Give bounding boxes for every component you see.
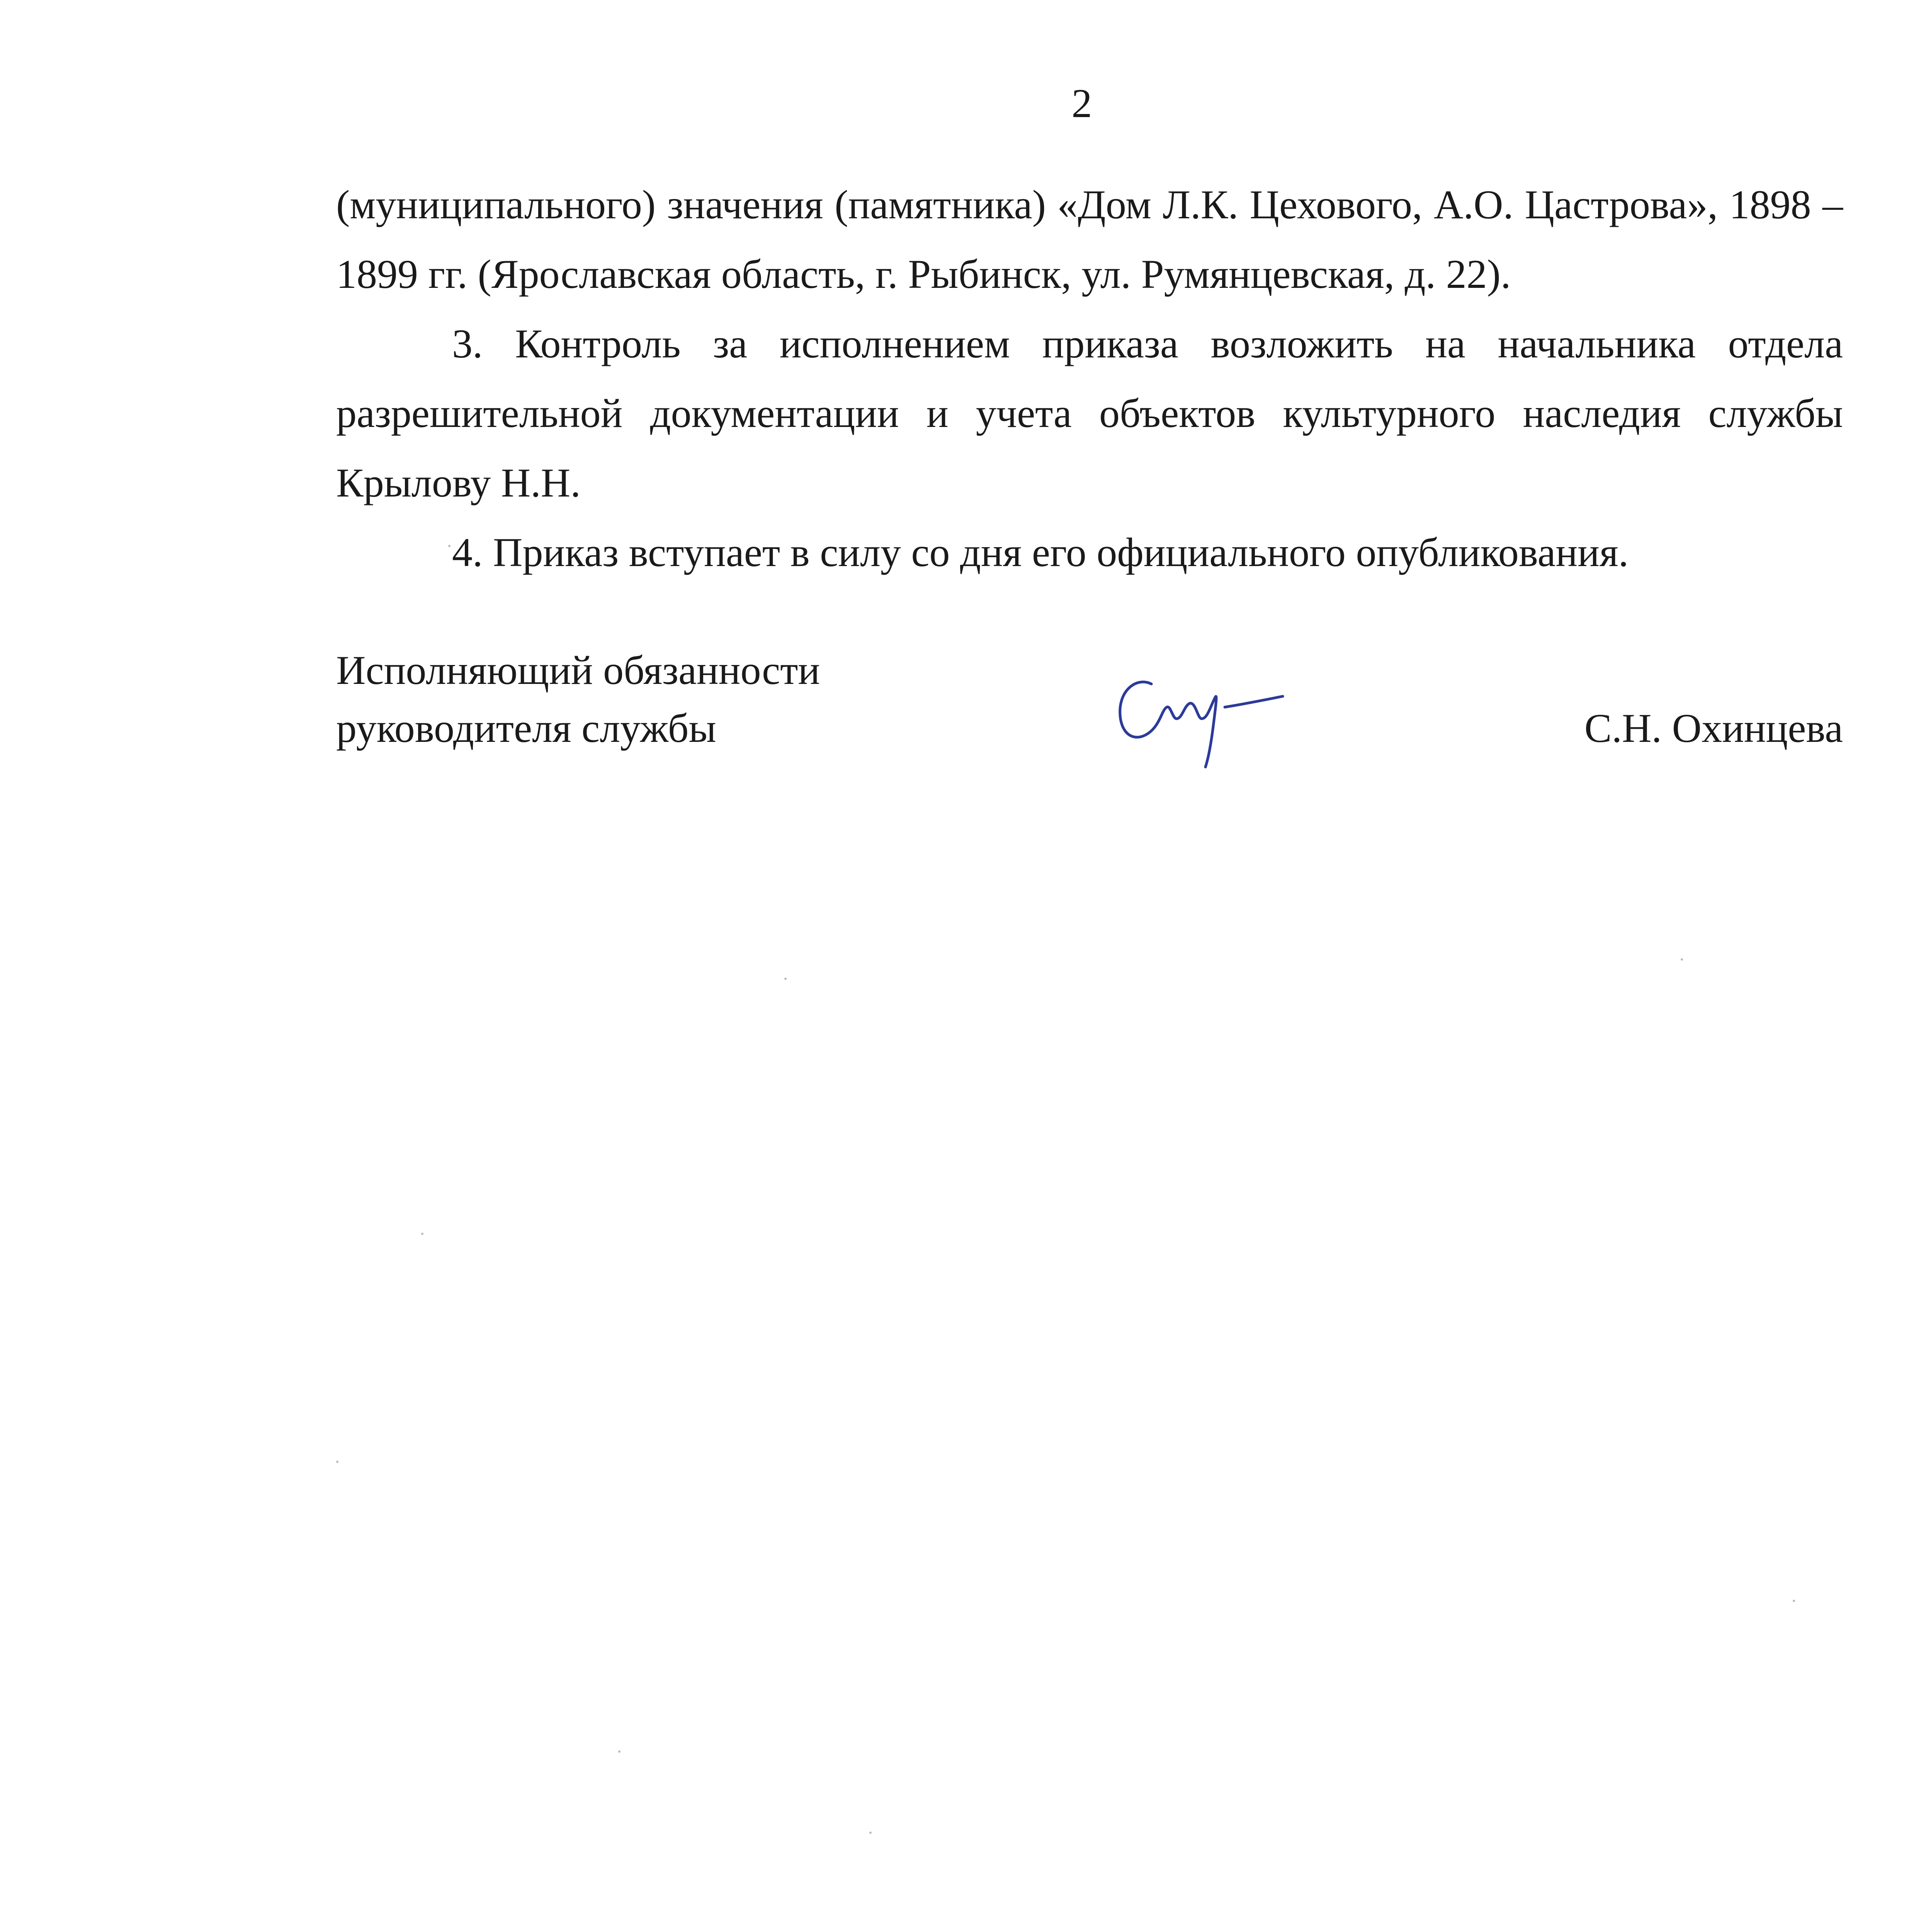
paragraph-item-3: 3. Контроль за исполнением приказа возложить на начальника отдела разрешительной документации и учета объектов культурного наследия службы Крылову Н.Н. — [336, 321, 1843, 505]
scan-speck — [618, 1750, 621, 1753]
scan-speck — [448, 545, 451, 547]
handwritten-signature — [1109, 661, 1287, 777]
paragraph-item-4: 4. Приказ вступает в силу со дня его официального опубликования. — [452, 530, 1629, 575]
scan-speck — [784, 978, 787, 980]
document-body — [336, 170, 1843, 587]
page-number: 2 — [1071, 81, 1092, 126]
paragraph-continuation: (муниципального) значения (памятника) «Дом Л.К. Цехового, А.О. Цастрова», 1898 – 1899 гг. (Ярославская область, г. Рыбинск, ул. Румянцевская, д. 22). — [336, 182, 1843, 297]
signatory-position-line-2: руководителя службы — [336, 706, 716, 751]
signatory-name: С.Н. Охинцева — [1584, 706, 1843, 751]
signature-stroke — [1120, 682, 1216, 767]
signatory-position-line-1: Исполняющий обязанности — [336, 648, 820, 693]
signature-underline — [1225, 696, 1283, 707]
signatory-position — [336, 641, 820, 757]
scan-speck — [421, 1233, 423, 1235]
scan-speck — [336, 1461, 338, 1463]
scan-speck — [1681, 958, 1683, 961]
signature-block — [336, 641, 1843, 781]
scan-speck — [1793, 1600, 1795, 1602]
scan-speck — [869, 1832, 872, 1834]
